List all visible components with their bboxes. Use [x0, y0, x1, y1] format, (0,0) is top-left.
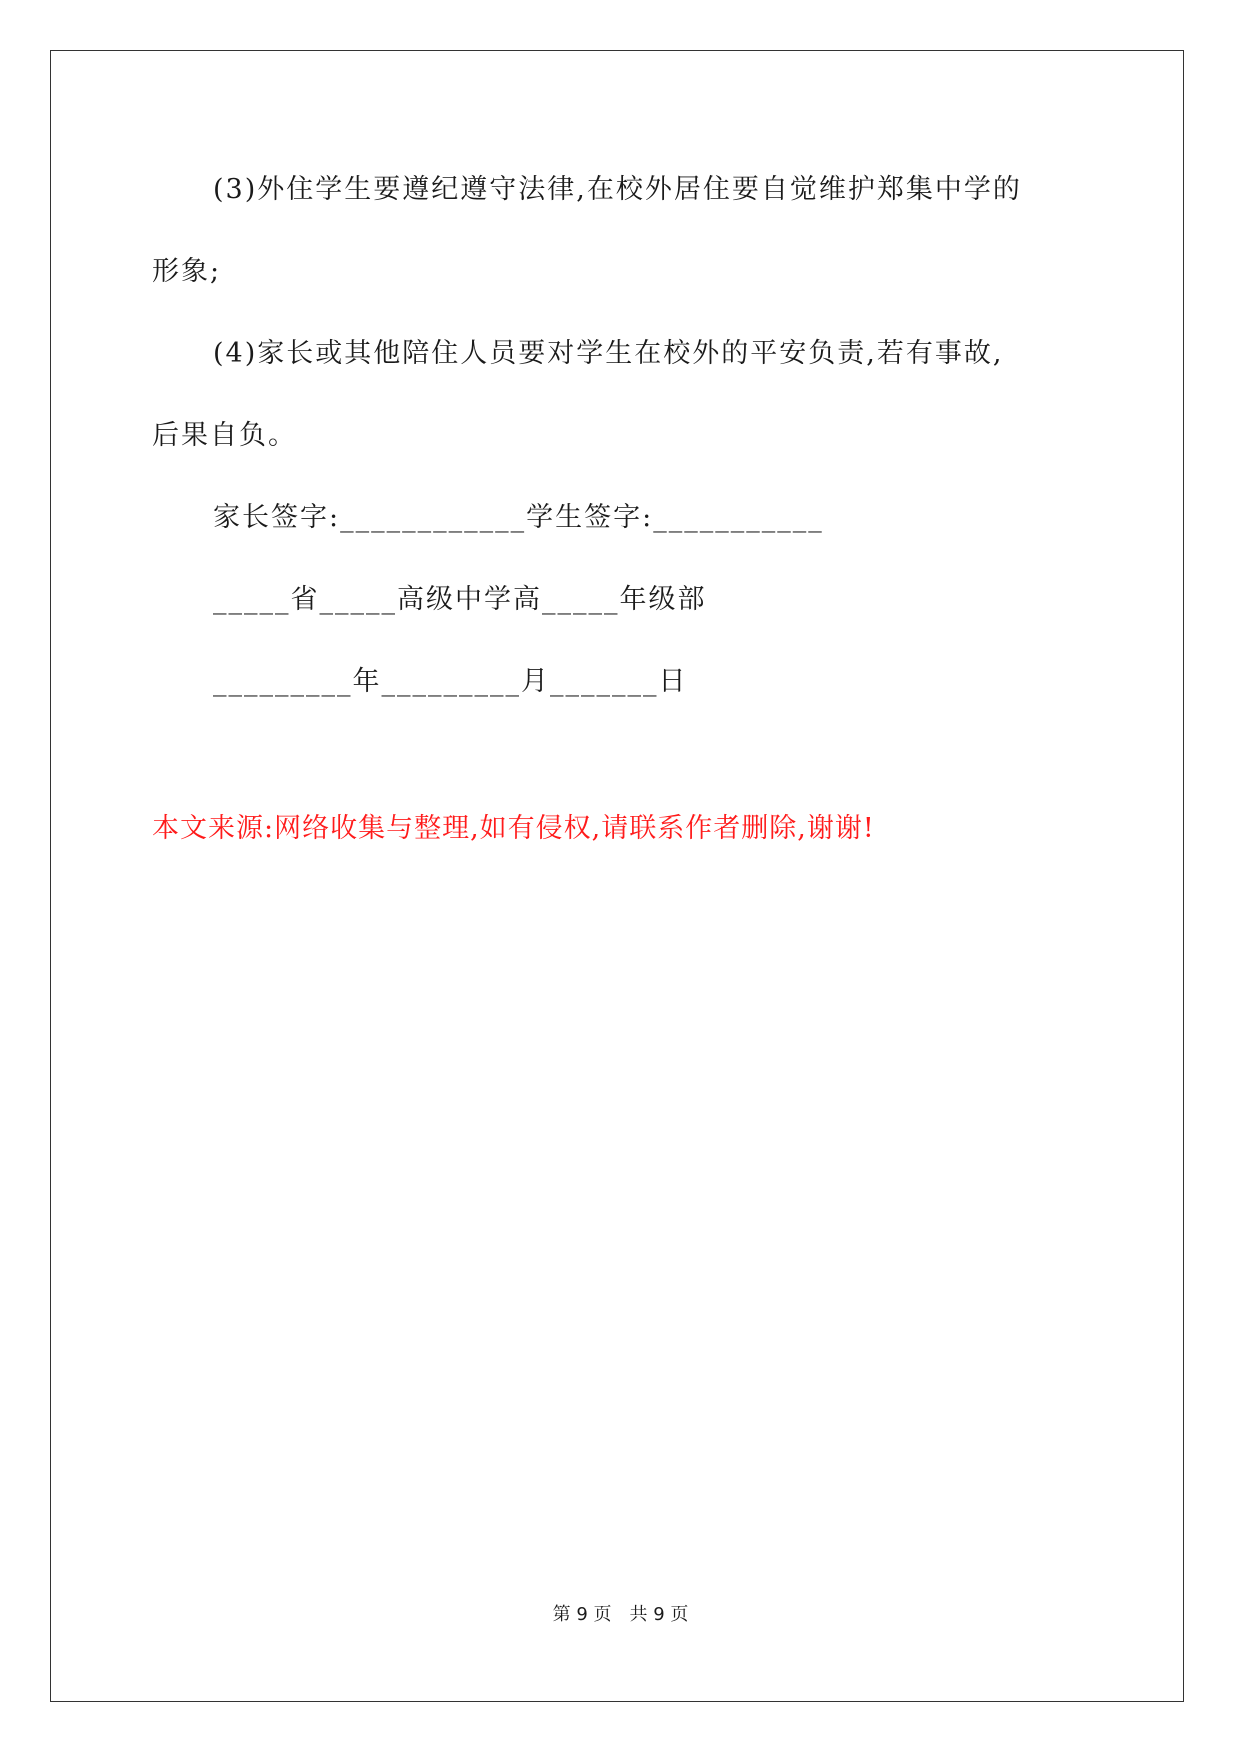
- signature-line: 家长签字:____________学生签字:___________: [213, 502, 824, 533]
- page-border: [50, 50, 1184, 1702]
- school-line: _____省_____高级中学高_____年级部: [213, 584, 707, 615]
- paragraph-4-line-1: (4)家长或其他陪住人员要对学生在校外的平安负责,若有事故,: [213, 338, 1004, 369]
- source-note: 本文来源:网络收集与整理,如有侵权,请联系作者删除,谢谢!: [152, 813, 875, 844]
- page-total: 共 9 页: [629, 1604, 689, 1625]
- paragraph-3-line-1: (3)外住学生要遵纪遵守法律,在校外居住要自觉维护郑集中学的: [213, 174, 1022, 205]
- date-line: _________年_________月_______日: [213, 666, 688, 697]
- paragraph-4-line-2: 后果自负。: [152, 420, 297, 451]
- paragraph-3-line-2: 形象;: [152, 256, 222, 287]
- page-footer: [0, 1603, 1241, 1627]
- page-number: 第 9 页: [552, 1604, 612, 1625]
